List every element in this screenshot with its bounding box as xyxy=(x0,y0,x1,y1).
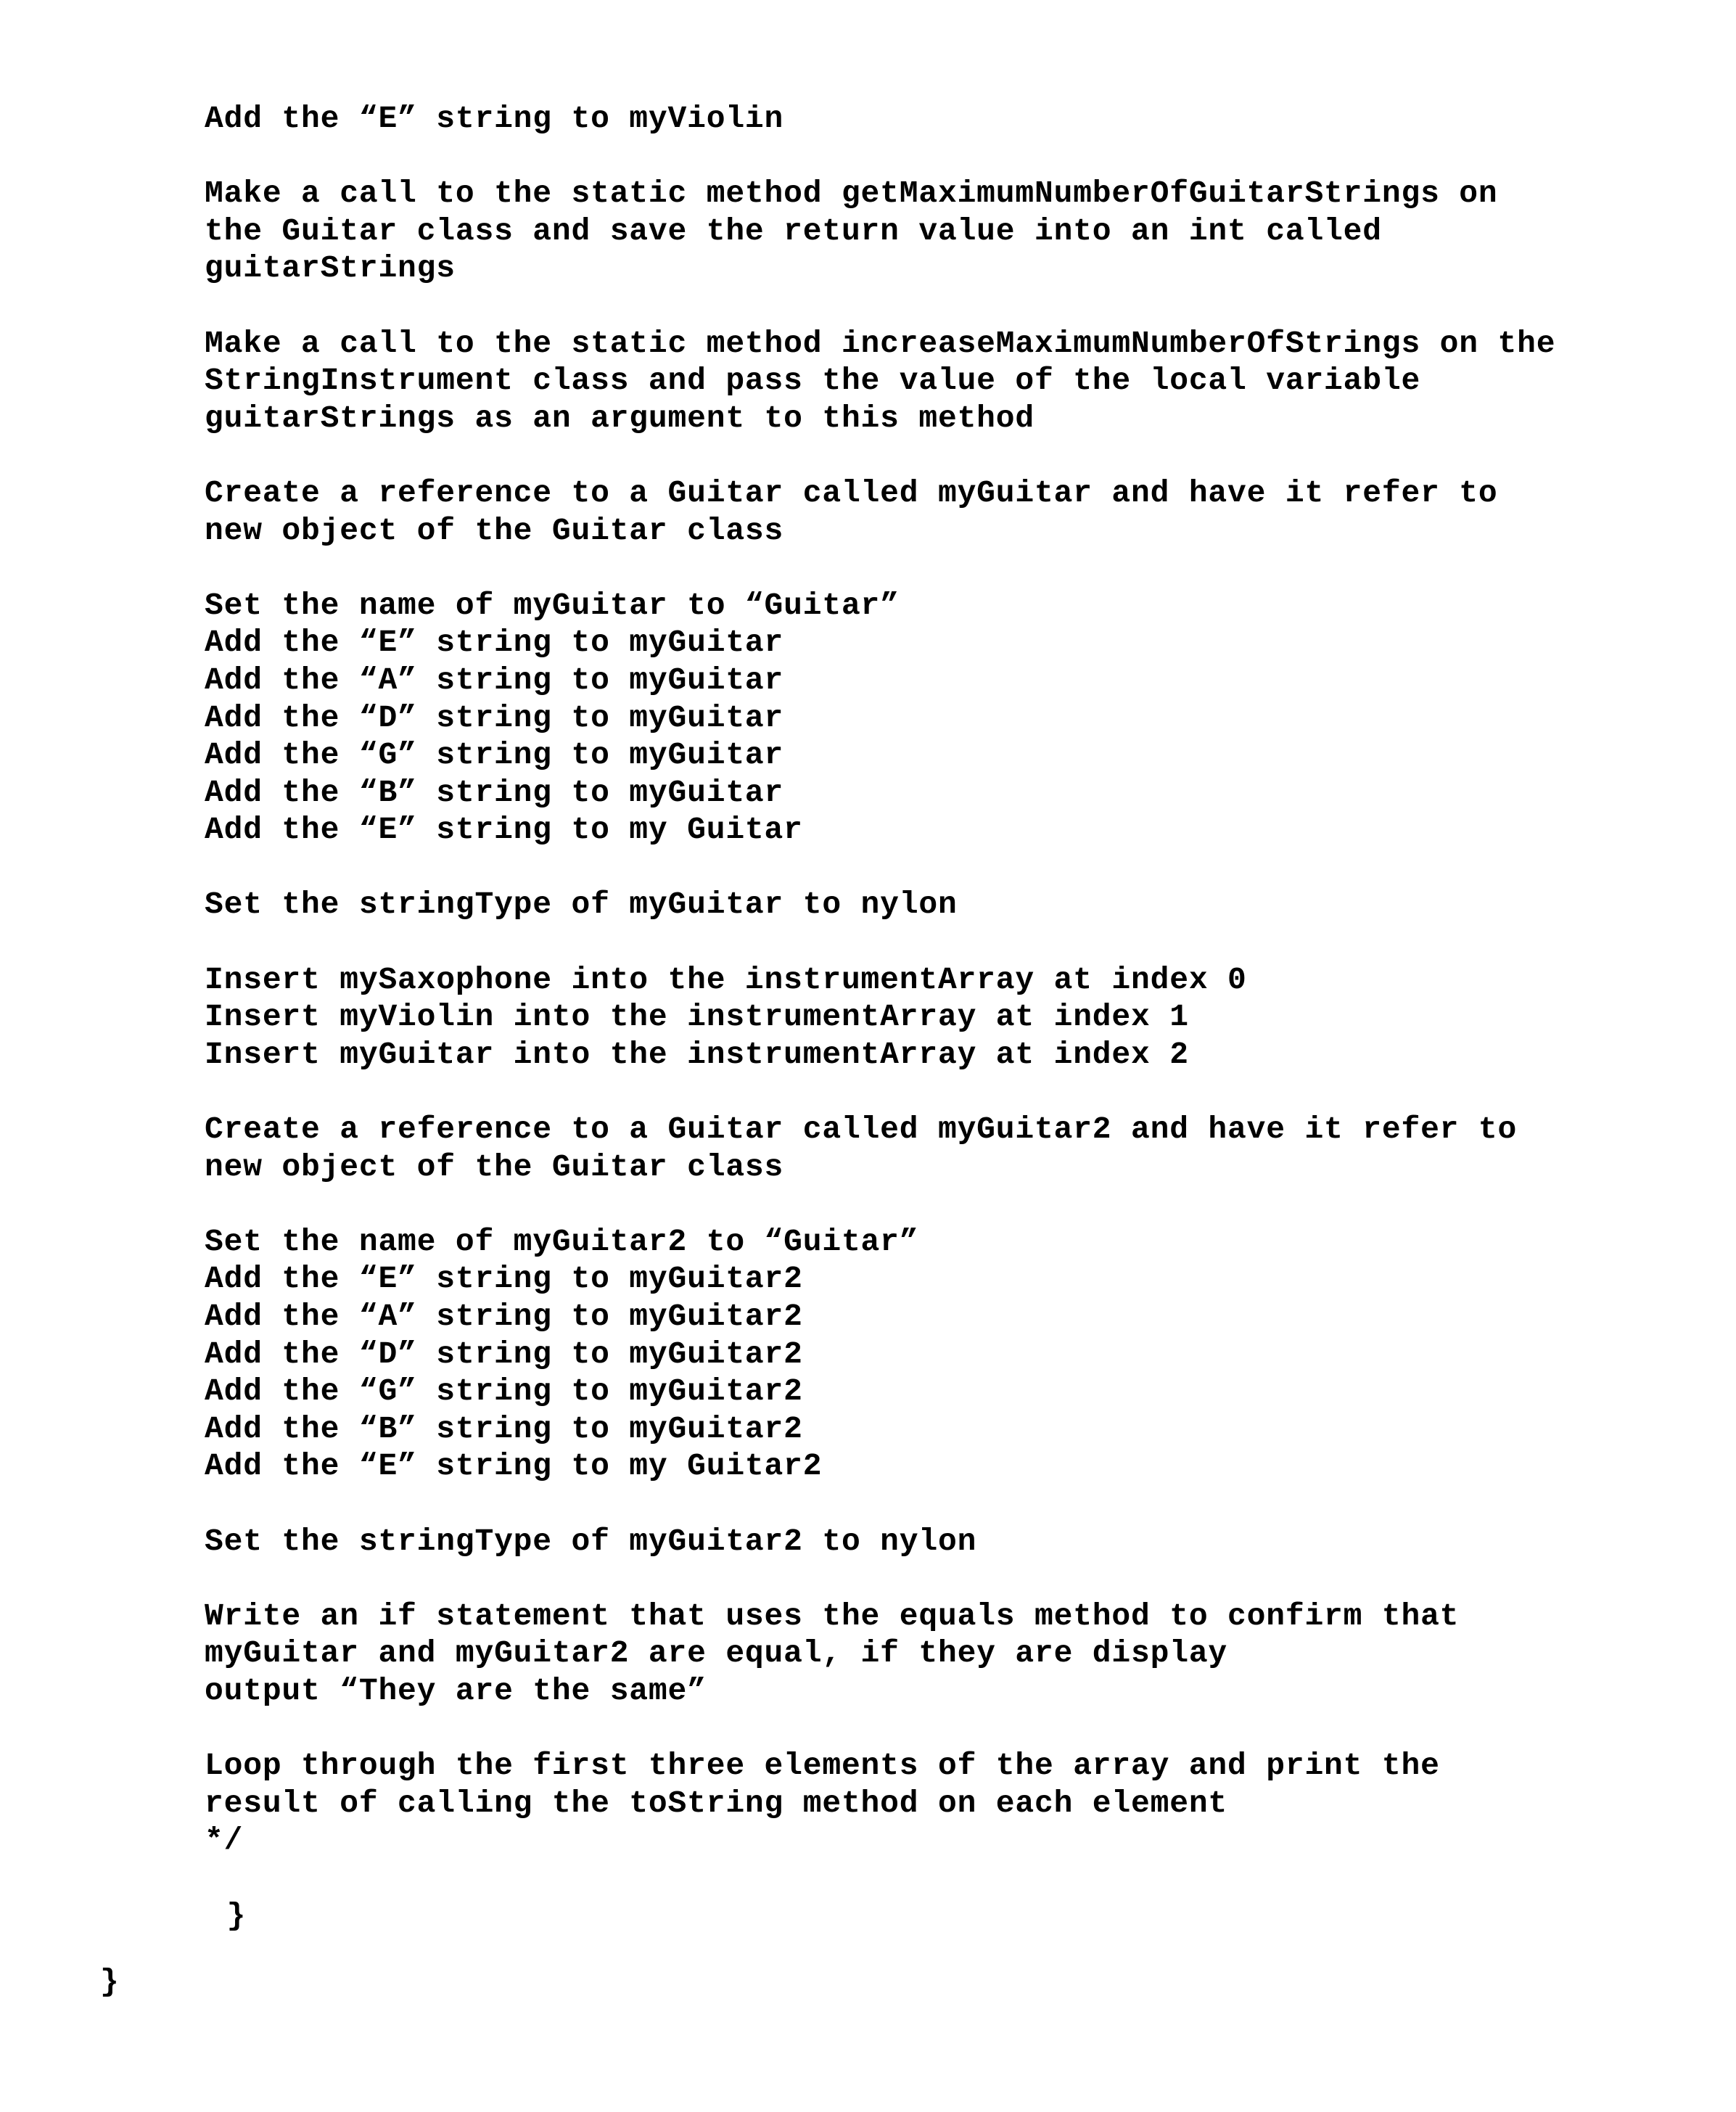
code-line: Add the “G” string to myGuitar2 xyxy=(205,1373,803,1410)
blank-line xyxy=(205,924,1714,961)
blank-line xyxy=(205,1073,1714,1111)
code-line: new object of the Guitar class xyxy=(205,1149,784,1185)
code-line: Add the “E” string to my Guitar xyxy=(205,812,803,848)
code-line: Write an if statement that uses the equals method to confirm that xyxy=(205,1598,1460,1634)
code-line: */ xyxy=(205,1823,244,1859)
code-line: Set the stringType of myGuitar2 to nylon xyxy=(205,1523,977,1559)
code-line: Add the “A” string to myGuitar2 xyxy=(205,1299,803,1334)
code-line: Set the name of myGuitar2 to “Guitar” xyxy=(205,1223,919,1260)
class-closing-brace: } xyxy=(100,1964,119,2000)
code-line: Create a reference to a Guitar called myGuitar2 and have it refer to xyxy=(205,1112,1518,1148)
code-line: Add the “E” string to my Guitar2 xyxy=(205,1448,823,1484)
code-line: Set the stringType of myGuitar to nylon xyxy=(205,887,958,923)
blank-line xyxy=(205,1860,1714,1897)
blank-line xyxy=(205,287,1714,325)
code-line: Add the “D” string to myGuitar xyxy=(205,699,784,736)
method-closing-brace: } xyxy=(207,1897,247,1934)
code-line: Add the “D” string to myGuitar2 xyxy=(205,1336,803,1372)
blank-line xyxy=(205,138,1714,176)
blank-line xyxy=(205,437,1714,474)
code-line: output “They are the same” xyxy=(205,1672,707,1709)
code-line: Insert myGuitar into the instrumentArray at index 2 xyxy=(205,1036,1189,1072)
code-line: guitarStrings as an argument to this method xyxy=(205,400,1034,436)
code-line: Loop through the first three elements of the array and print the xyxy=(205,1748,1440,1784)
code-line: the Guitar class and save the return value into an int called xyxy=(205,213,1382,249)
code-line: StringInstrument class and pass the value of the local variable xyxy=(205,363,1421,399)
code-line: Set the name of myGuitar to “Guitar” xyxy=(205,587,900,623)
code-line: guitarStrings xyxy=(205,250,456,287)
code-line: result of calling the toString method on each element xyxy=(205,1785,1228,1821)
code-line: Create a reference to a Guitar called myGuitar and have it refer to xyxy=(205,474,1498,511)
code-line: Add the “A” string to myGuitar xyxy=(205,662,784,698)
code-line: Insert mySaxophone into the instrumentArray at index 0 xyxy=(205,961,1247,998)
blank-line xyxy=(205,1186,1714,1223)
code-line: Make a call to the static method getMaximumNumberOfGuitarStrings on xyxy=(205,176,1498,212)
code-line: Make a call to the static method increaseMaximumNumberOfStrings on the xyxy=(205,325,1556,361)
code-line: Add the “G” string to myGuitar xyxy=(205,737,784,773)
code-comment-body xyxy=(205,100,1714,1934)
blank-line xyxy=(205,549,1714,587)
blank-line xyxy=(205,849,1714,887)
code-line: myGuitar and myGuitar2 are equal, if they are display xyxy=(205,1635,1228,1672)
code-line: Add the “E” string to myGuitar xyxy=(205,625,784,661)
code-line: Add the “E” string to myGuitar2 xyxy=(205,1261,803,1297)
blank-line xyxy=(205,1710,1714,1748)
code-line: Insert myViolin into the instrumentArray at index 1 xyxy=(205,999,1189,1035)
blank-line xyxy=(205,1485,1714,1523)
code-line: Add the “B” string to myGuitar2 xyxy=(205,1410,803,1447)
code-line: Add the “B” string to myGuitar xyxy=(205,774,784,810)
code-line: Add the “E” string to myViolin xyxy=(205,101,784,136)
code-line: new object of the Guitar class xyxy=(205,512,784,548)
blank-line xyxy=(205,1560,1714,1598)
